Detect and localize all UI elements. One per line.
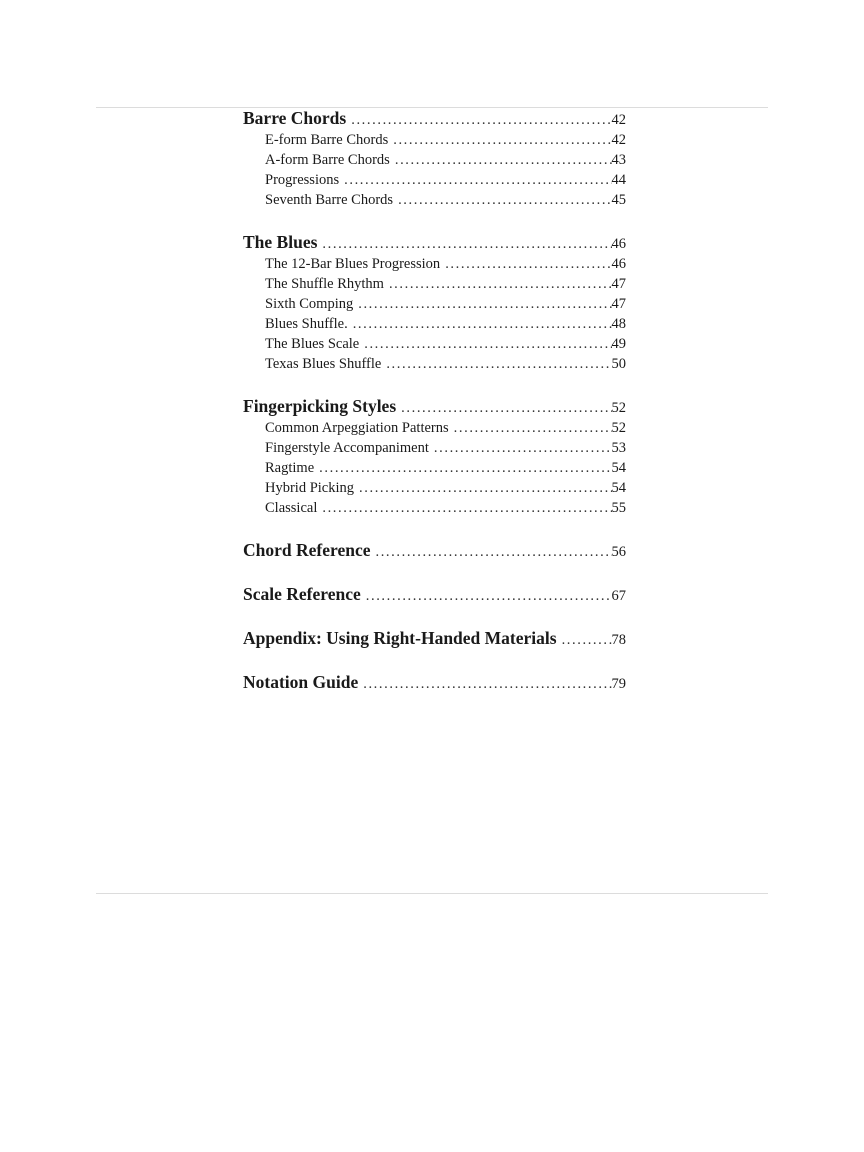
toc-subentry[interactable] <box>243 170 626 190</box>
toc-entry-fingerpicking-styles[interactable] <box>243 394 626 418</box>
toc-subentry-page: 54 <box>611 460 626 476</box>
toc-subentry-title: Texas Blues Shuffle <box>265 356 382 372</box>
toc-entry-title: Scale Reference <box>243 584 361 604</box>
toc-entry-page: 46 <box>611 236 626 252</box>
toc-entry-title: The Blues <box>243 232 318 252</box>
toc-subentry-page: 45 <box>611 192 626 208</box>
toc-subentry[interactable] <box>243 354 626 374</box>
toc-subentry[interactable] <box>243 274 626 294</box>
toc-subentry-page: 49 <box>611 336 626 352</box>
toc-entry-page: 67 <box>611 588 626 604</box>
toc-subentry[interactable] <box>243 190 626 210</box>
toc-subentry-title: Ragtime <box>265 460 315 476</box>
toc-subentry[interactable] <box>243 478 626 498</box>
toc-subentry[interactable] <box>243 294 626 314</box>
toc-section-appendix <box>243 626 626 650</box>
toc-entry-title: Fingerpicking Styles <box>243 396 397 416</box>
toc-entry-the-blues[interactable] <box>243 230 626 254</box>
toc-subentry-page: 48 <box>611 316 626 332</box>
toc-subentry-title: Sixth Comping <box>265 296 354 312</box>
toc-subentry[interactable] <box>243 254 626 274</box>
toc-subentry-title: Hybrid Picking <box>265 480 355 496</box>
dot-leader <box>390 150 612 170</box>
toc-section-scale-reference <box>243 582 626 606</box>
toc-section-fingerpicking-styles <box>243 394 626 518</box>
dot-leader <box>358 672 611 694</box>
toc-subentry-page: 42 <box>611 132 626 148</box>
toc-subentry-page: 43 <box>611 152 626 168</box>
toc-entry-page: 78 <box>611 632 626 648</box>
dot-leader <box>396 396 611 418</box>
toc-subentry-page: 47 <box>611 276 626 292</box>
dot-leader <box>429 438 612 458</box>
toc-entry-appendix[interactable] <box>243 626 626 650</box>
table-of-contents <box>243 106 626 694</box>
toc-subentry-title: Blues Shuffle. <box>265 316 348 332</box>
toc-subentry-page: 44 <box>611 172 626 188</box>
dot-leader <box>557 628 612 650</box>
dot-leader <box>354 478 611 498</box>
toc-subentry-title: Common Arpeggiation Patterns <box>265 420 449 436</box>
toc-subentry[interactable] <box>243 150 626 170</box>
toc-subentry-title: Classical <box>265 500 318 516</box>
toc-subentry-title: A-form Barre Chords <box>265 152 390 168</box>
toc-subentry[interactable] <box>243 334 626 354</box>
toc-subentry-page: 47 <box>611 296 626 312</box>
dot-leader <box>346 108 611 130</box>
toc-subentry-title: The 12-Bar Blues Progression <box>265 256 441 272</box>
toc-subentry-page: 53 <box>611 440 626 456</box>
toc-subentry-page: 50 <box>611 356 626 372</box>
dot-leader <box>449 418 612 438</box>
dot-leader <box>317 498 611 518</box>
dot-leader <box>353 294 611 314</box>
dot-leader <box>339 170 611 190</box>
dot-leader <box>359 334 611 354</box>
toc-subentry-title: Progressions <box>265 172 340 188</box>
toc-section-barre-chords <box>243 106 626 210</box>
toc-entry-title: Appendix: Using Right-Handed Materials <box>243 628 557 648</box>
dot-leader <box>314 458 611 478</box>
toc-subentry-page: 54 <box>611 480 626 496</box>
toc-subentry-page: 52 <box>611 420 626 436</box>
toc-entry-page: 52 <box>611 400 626 416</box>
toc-subentry-title: The Blues Scale <box>265 336 360 352</box>
dot-leader <box>440 254 611 274</box>
toc-section-chord-reference <box>243 538 626 562</box>
toc-entry-barre-chords[interactable] <box>243 106 626 130</box>
toc-subentry-title: Fingerstyle Accompaniment <box>265 440 429 456</box>
toc-entry-notation-guide[interactable] <box>243 670 626 694</box>
dot-leader <box>370 540 611 562</box>
toc-entry-page: 56 <box>611 544 626 560</box>
dot-leader <box>317 232 611 254</box>
dot-leader <box>361 584 612 606</box>
toc-subentry-title: The Shuffle Rhythm <box>265 276 384 292</box>
toc-subentry[interactable] <box>243 314 626 334</box>
toc-subentry[interactable] <box>243 130 626 150</box>
toc-subentry-title: Seventh Barre Chords <box>265 192 394 208</box>
dot-leader <box>381 354 611 374</box>
toc-subentry[interactable] <box>243 418 626 438</box>
toc-subentry[interactable] <box>243 438 626 458</box>
dot-leader <box>348 314 612 334</box>
toc-subentry-page: 55 <box>611 500 626 516</box>
toc-section-the-blues <box>243 230 626 374</box>
dot-leader <box>393 190 611 210</box>
dot-leader <box>388 130 611 150</box>
toc-subentry[interactable] <box>243 498 626 518</box>
toc-entry-page: 42 <box>611 112 626 128</box>
toc-subentry-title: E-form Barre Chords <box>265 132 389 148</box>
toc-entry-page: 79 <box>611 676 626 692</box>
toc-section-notation-guide <box>243 670 626 694</box>
bottom-divider <box>96 893 768 894</box>
toc-subentry[interactable] <box>243 458 626 478</box>
toc-subentry-page: 46 <box>611 256 626 272</box>
toc-entry-scale-reference[interactable] <box>243 582 626 606</box>
toc-entry-title: Barre Chords <box>243 108 347 128</box>
toc-entry-title: Notation Guide <box>243 672 359 692</box>
toc-entry-title: Chord Reference <box>243 540 371 560</box>
toc-entry-chord-reference[interactable] <box>243 538 626 562</box>
dot-leader <box>384 274 612 294</box>
